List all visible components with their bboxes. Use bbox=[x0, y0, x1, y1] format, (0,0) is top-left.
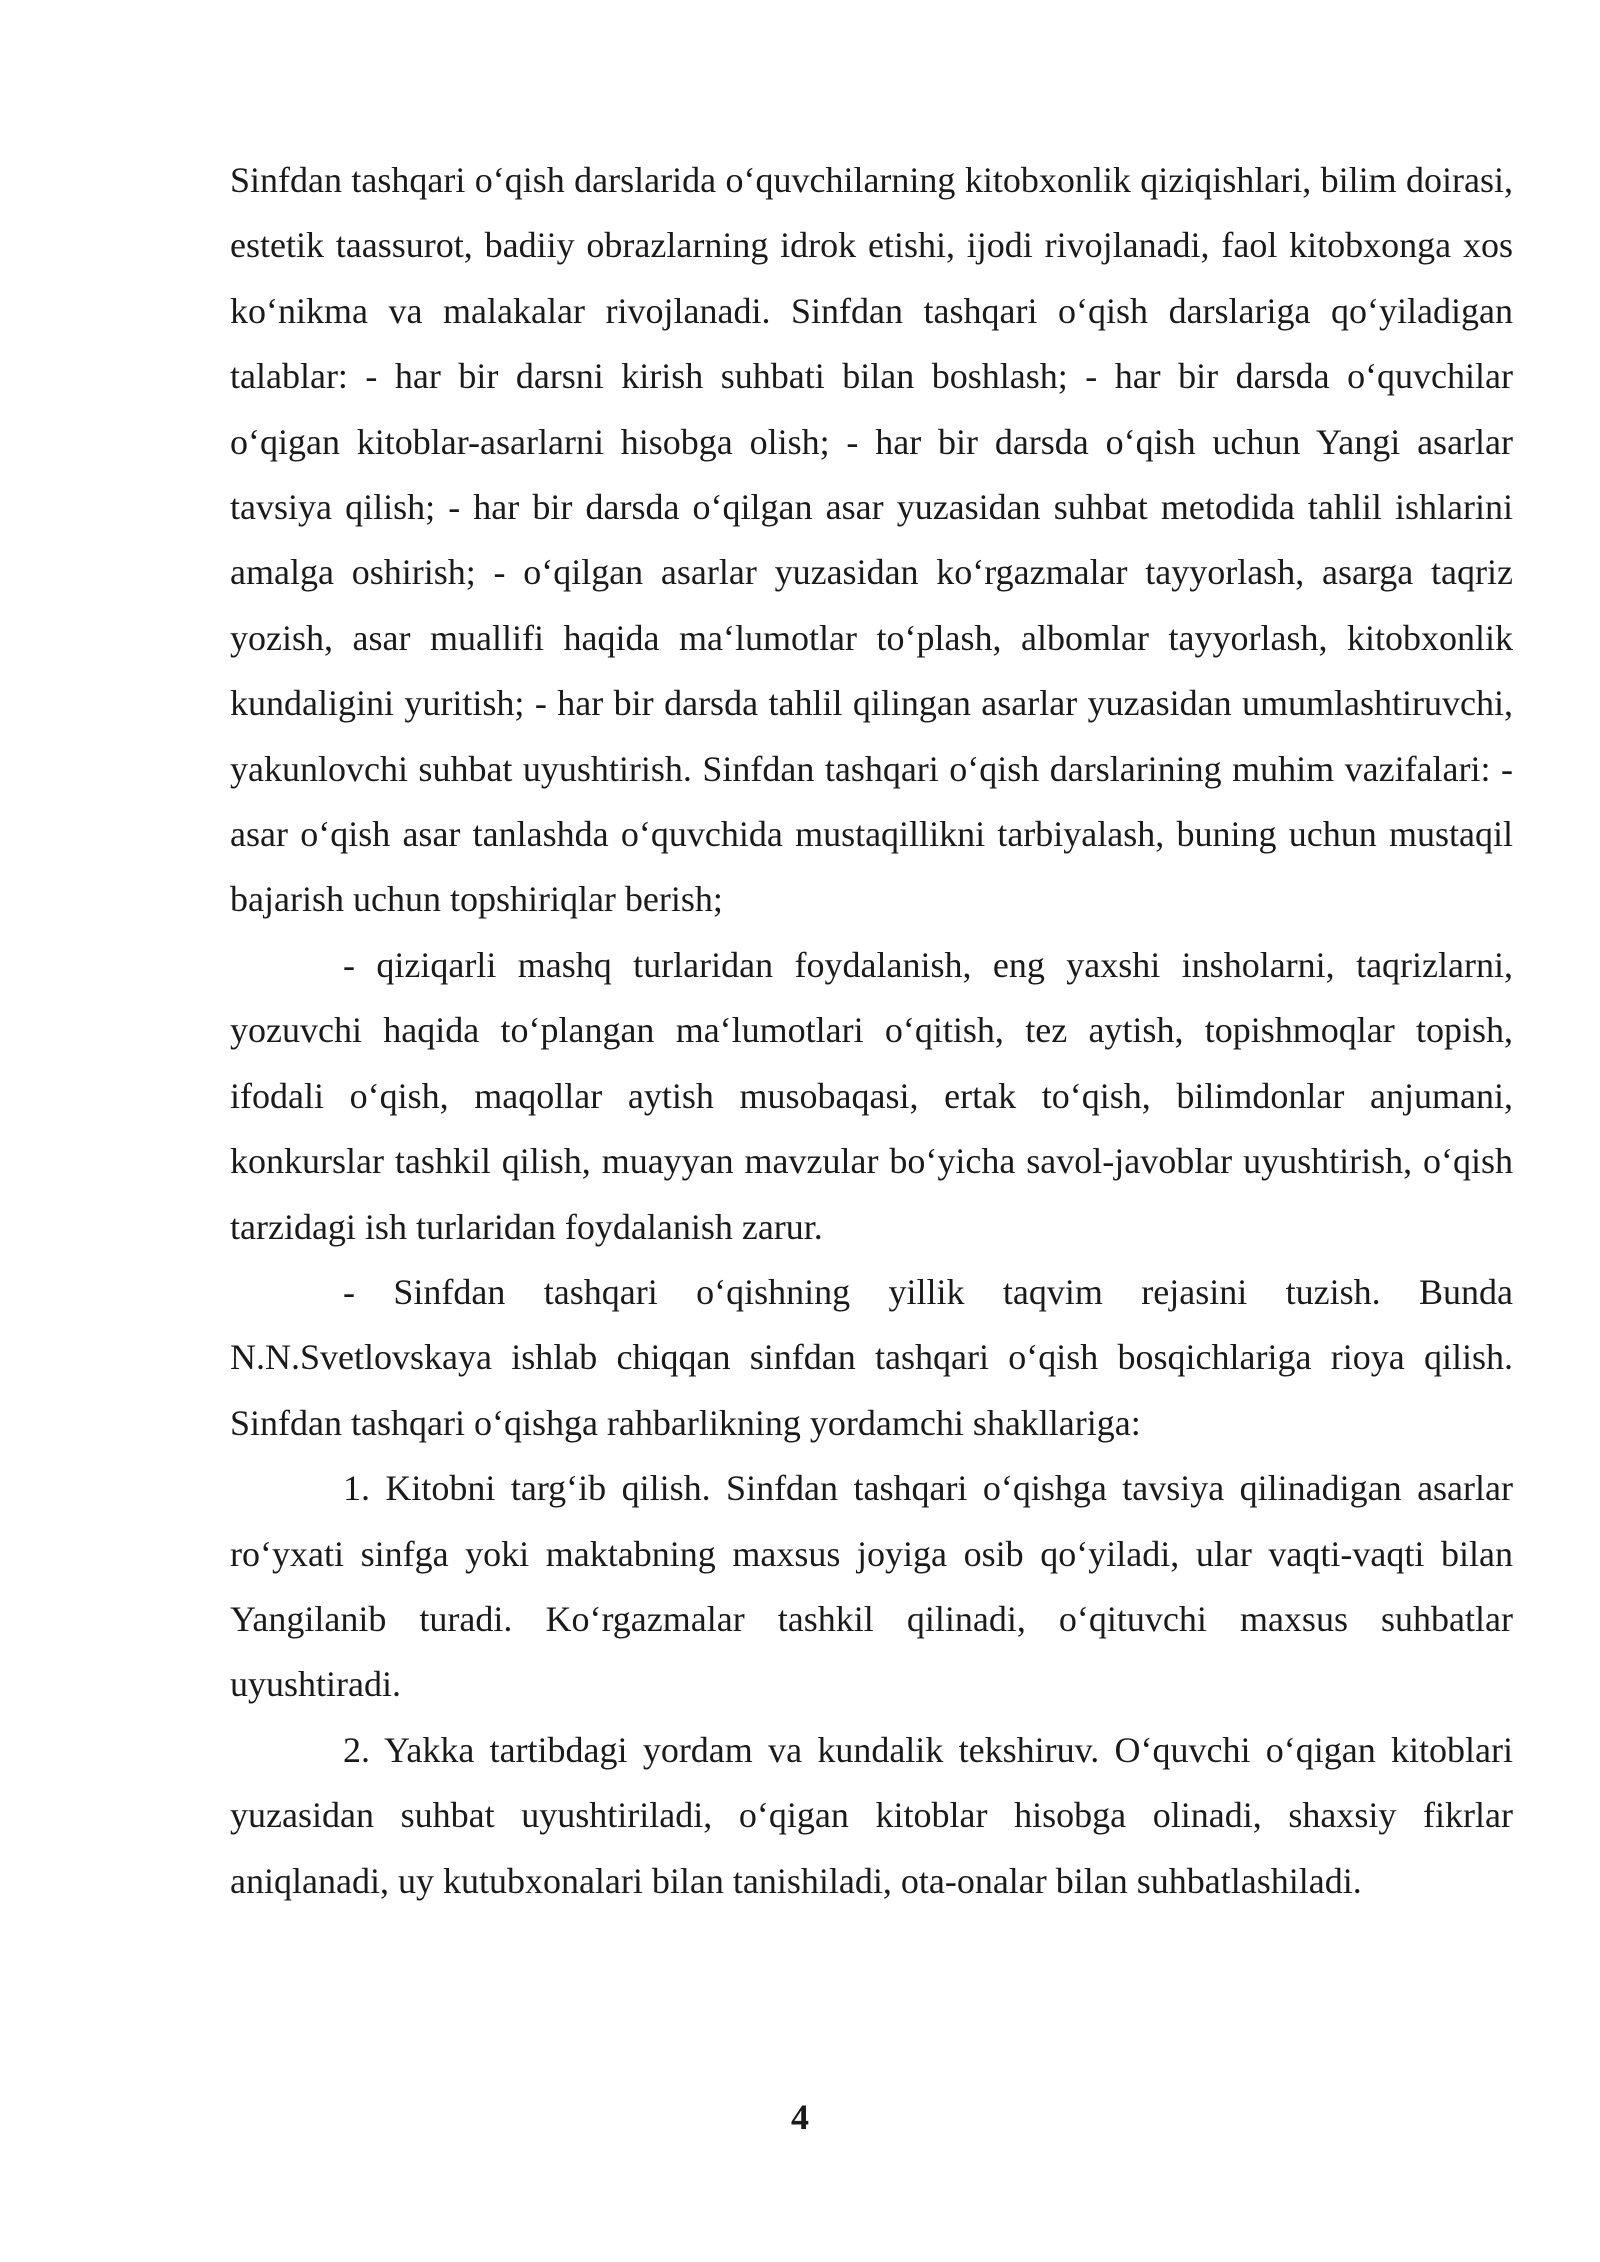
paragraph-requirements: Sinfdan tashqari oʻqish darslarida oʻquvchilarning kitobxonlik qiziqishlari, bilim doirasi, estetik taassurot, badiiy obrazlarning idrok etishi, ijodi rivojlanadi, faol kitobxonga xos koʻnikma va malakalar rivojlanadi. Sinfdan tashqari oʻqish darslariga qoʻyiladigan talablar: - har bir darsni kirish suhbati bilan boshlash; - har bir darsda oʻquvchilar oʻqigan kitoblar-asarlarni hisobga olish; - har bir darsda oʻqish uchun Yangi asarlar tavsiya qilish; - har bir darsda oʻqilgan asar yuzasidan suhbat metodida tahlil ishlarini amalga oshirish; - oʻqilgan asarlar yuzasidan koʻrgazmalar tayyorlash, asarga taqriz yozish, asar muallifi haqida maʻlumotlar toʻplash, albomlar tayyorlash, kitobxonlik kundaligini yuritish; - har bir darsda tahlil qilingan asarlar yuzasidan umumlashtiruvchi, yakunlovchi suhbat uyushtirish. Sinfdan tashqari oʻqish darslarining muhim vazifalari: - asar oʻqish asar tanlashda oʻquvchida mustaqillikni tarbiyalash, buning uchun mustaqil bajarish uchun topshiriqlar berish; bbox=[230, 160, 1513, 920]
paragraph-exercises: - qiziqarli mashq turlaridan foydalanish, eng yaxshi insholarni, taqrizlarni, yozuvchi haqida toʻplangan maʻlumotlari oʻqitish, tez aytish, topishmoqlar topish, ifodali oʻqish, maqollar aytish musobaqasi, ertak toʻqish, bilimdonlar anjumani, konkurslar tashkil qilish, muayyan mavzular boʻyicha savol-javoblar uyushtirish, oʻqish tarzidagi ish turlaridan foydalanish zarur. bbox=[230, 944, 1513, 1247]
page-number: 4 bbox=[791, 2097, 809, 2137]
paragraph-book-promotion: 1. Kitobni targʻib qilish. Sinfdan tashqari oʻqishga tavsiya qilinadigan asarlar roʻyxati sinfga yoki maktabning maxsus joyiga osib qoʻyiladi, ular vaqti-vaqti bilan Yangilanib turadi. Koʻrgazmalar tashkil qilinadi, oʻqituvchi maxsus suhbatlar uyushtiradi. bbox=[230, 1468, 1513, 1705]
paragraph-annual-plan: - Sinfdan tashqari oʻqishning yillik taqvim rejasini tuzish. Bunda N.N.Svetlovskaya ishlab chiqqan sinfdan tashqari oʻqish bosqichlariga rioya qilish. Sinfdan tashqari oʻqishga rahbarlikning yordamchi shakllariga: bbox=[230, 1271, 1513, 1443]
body-text bbox=[230, 148, 1513, 1914]
paragraph-individual-help: 2. Yakka tartibdagi yordam va kundalik tekshiruv. Oʻquvchi oʻqigan kitoblari yuzasidan suhbat uyushtiriladi, oʻqigan kitoblar hisobga olinadi, shaxsiy fikrlar aniqlanadi, uy kutubxonalari bilan tanishiladi, ota-onalar bilan suhbatlashiladi. bbox=[230, 1729, 1513, 1901]
